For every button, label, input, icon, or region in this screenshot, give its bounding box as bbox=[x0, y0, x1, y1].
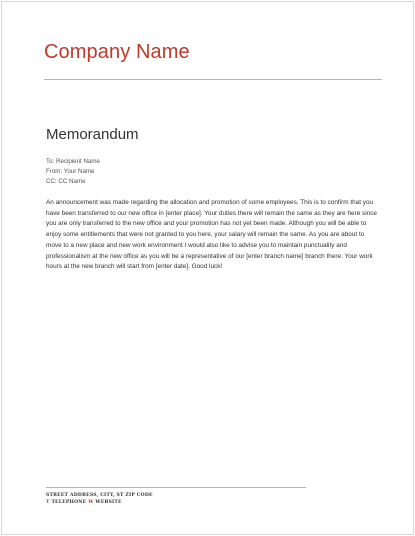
memo-from: From: Your Name bbox=[46, 168, 95, 175]
memo-body: An announcement was made regarding the allocation and promotion of some employees. This is to confirm that you have been transferred to our new office in [enter place]. Your duties there will remain the same as they are here since you are only transferred to the new office and your promotion has not yet been made. Although you will be able to enjoy some entitlements that were not granted to you here, your salary will remain the same. As you are about to move to a new place and new work environment I would also like to advise you to maintain punctuality and professionalism at the new office as you will be a representative of our [enter branch name] branch there. Your work hours at the new branch will start from [enter date]. Good luck! bbox=[46, 199, 377, 271]
company-name: Company Name bbox=[44, 41, 190, 63]
telephone-marker: T bbox=[46, 500, 50, 505]
footer-address: STREET ADDRESS, CITY, ST ZIP CODE bbox=[46, 493, 153, 498]
header-divider bbox=[44, 79, 382, 80]
website-marker: W bbox=[88, 500, 94, 505]
footer-website: WEBSITE bbox=[95, 500, 122, 505]
memo-title: Memorandum bbox=[46, 126, 139, 143]
footer-contact bbox=[46, 499, 153, 506]
footer-telephone: TELEPHONE bbox=[51, 500, 87, 505]
memo-cc: CC: CC Name bbox=[46, 178, 86, 185]
footer bbox=[46, 492, 153, 506]
footer-divider bbox=[46, 487, 306, 488]
memo-to: To: Recipient Name bbox=[46, 158, 100, 165]
memo-page bbox=[1, 1, 414, 535]
memo-meta bbox=[46, 157, 100, 187]
